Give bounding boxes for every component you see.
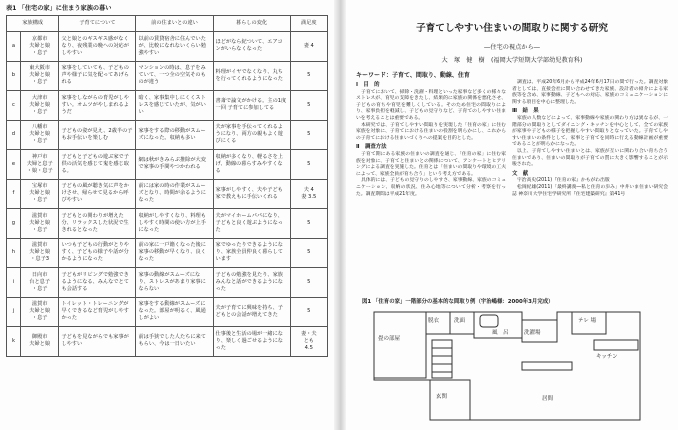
- plan-label-utility: 洗濯場: [524, 330, 541, 336]
- row-satisfaction: 5: [290, 268, 327, 298]
- row-satisfaction: 5: [290, 91, 327, 121]
- row-family: 日向市 台と息子 ・息子: [20, 268, 59, 298]
- floor-plan: [372, 310, 642, 426]
- table-row: [7, 120, 328, 150]
- row-family: 八幡市 夫婦と娘 ・息子: [20, 120, 59, 150]
- row-change: 夫がマイホームパパになり、子どもと良く遊ぶようになった: [213, 209, 290, 239]
- row-id: d: [7, 120, 21, 150]
- paragraph: 子育てにおいて、掃除・洗濯・料理といった家事など多くの様々なストレスが、育児の支障をきたし、結果的に家族の関係を悪化させ、子どもの育ちや育児を難しくしている。そのため住宅の間取りにより、家事負担を軽減し、子どもの見守りなど、子育てのしやすい住まいを考えることは重要である。: [356, 89, 506, 121]
- row-diff: マンションの時は、息子をみていて、一つ全の空気そのものが違う: [136, 61, 213, 91]
- article-author: 大 塚 健 樹 (福岡大学短期大学部幼児教育科): [441, 57, 583, 64]
- table-row: [7, 238, 328, 268]
- row-satisfaction: 妻・夫 とも 4.5: [290, 327, 327, 357]
- row-id: a: [7, 32, 21, 62]
- row-id: f: [7, 179, 21, 209]
- row-family: 滋賀市 夫婦と娘 ・息子: [20, 209, 59, 239]
- row-family: 御殿市 夫婦と娘: [20, 327, 59, 357]
- table-header-row: [7, 16, 328, 32]
- row-childcare: 子どもの姿が見え、2歳半の子もお手伝いを楽しむ: [59, 120, 136, 150]
- row-childcare: 父と娘とのギスギス感がなくなり、夜残業の晩への対応がしやすい: [59, 32, 136, 62]
- header-diff: 前の住まいとの違い: [136, 16, 213, 32]
- article-subtitle: ―住宅の視点から―: [484, 44, 540, 51]
- row-childcare: 子どもと子どもの遊ぶ家で子供の活気を感じて鬼を感じ取る。: [59, 150, 136, 180]
- row-family: 神戸市 夫婦と息子 ・娘・息子: [20, 150, 59, 180]
- row-satisfaction: 5: [290, 150, 327, 180]
- paragraph: 調査は、平成20年6月から平成24年6月17日の間で行った。調査対象者としては、直接会社に問い合わせてきた家族、設計者の紹介による家族等を含め、家事動線、子どもへの対応、家族のコミュニケーションに関する項目を中心に整理した。: [512, 80, 668, 105]
- paragraph: 松岡紀雄(2011)「最終講義―私と住育の歩み」中井いま住まい研究会誌 神奈川大学住宅学研究所『住宅建築研究』第41号: [512, 184, 668, 197]
- row-family: 宝塚市 夫婦と娘 ・息子: [20, 179, 59, 209]
- table-row: [7, 268, 328, 298]
- header-childcare: 子育てについて: [59, 16, 136, 32]
- row-diff: 家事をする際の移動がスムーズになった。収納も多い: [136, 120, 213, 150]
- article-keywords: キーワード：子育て、間取り、動線、住育: [356, 72, 470, 79]
- table-row: [7, 91, 328, 121]
- plan-label-entrance: 玄関: [436, 394, 448, 400]
- row-childcare: いつも子どもの行動がとりやすく、子どもの様子や話が分かるようになった: [59, 238, 136, 268]
- plan-label-kitchen: キッチン: [596, 354, 618, 360]
- header-satisfaction: 満足度: [290, 16, 327, 32]
- paragraph: 宇治高史(2011)『住育の家』かもがわ出版: [517, 178, 610, 184]
- row-family: 京都市 夫婦と娘 ・息子: [20, 32, 59, 62]
- row-family: 滋賀市 夫婦と娘 ・息子3: [20, 238, 59, 268]
- row-id: h: [7, 238, 21, 268]
- row-change: 家事がしやすく、夫や子ども家で教えもに手伝いくれる: [213, 179, 290, 209]
- table-row: [7, 61, 328, 91]
- row-satisfaction: 5: [290, 238, 327, 268]
- row-satisfaction: 夫 4 妻 3.5: [290, 179, 327, 209]
- plan-label-japanese-room: 畳の部屋: [378, 336, 401, 342]
- plan-label-living: 居間: [542, 396, 554, 402]
- row-diff: 以前の賃貸宿舎に住んでいたが、比較になれないくらい勉強やすい: [136, 32, 213, 62]
- row-id: c: [7, 91, 21, 121]
- figure-caption: 図1 「住育の家」一階部分の基本的な間取り例（宇治嶋様：2000年3月完成）: [362, 299, 554, 305]
- row-diff: 収納がしやすくなり、料理もしやすく時間の使い方が上手になった: [136, 209, 213, 239]
- row-satisfaction: 妻 4: [290, 32, 327, 62]
- header-family: 家族構成: [7, 16, 59, 32]
- section-heading: 文 献: [512, 170, 529, 177]
- floor-plan-drawing: [372, 310, 642, 422]
- row-change: 収納が多くなり、軽るさを上げ、動線の暮らすみやすくなる: [213, 150, 290, 180]
- row-id: e: [7, 150, 21, 180]
- row-diff: 家事をする動線がスムーズになった。部屋が明るく、風通しがよい: [136, 297, 213, 327]
- row-childcare: 子どもを見ながらでも家事がしやすい: [59, 327, 136, 357]
- row-childcare: 子どもとの関わりが増えた分、リラックスした状況で生きれるとなった: [59, 209, 136, 239]
- row-childcare: トイレット・トレーニングが早くできるなど育児がしやすかった: [59, 297, 136, 327]
- row-childcare: 子どもの風が聴き気に声をかけさせ、帰らせて見るから呼びやすい: [59, 179, 136, 209]
- row-family: 大津市 夫婦と娘 ・息子: [20, 91, 59, 121]
- article-title: 子育てしやすい住まいの間取りに関する研究: [416, 23, 608, 34]
- paragraph: 以上、子育てしやすい住まいとは、家族が互いに関わり合い育ち合う住まいであり、住まいの間取りが子育ての質に大きく影響することが示唆された。: [512, 148, 668, 168]
- row-change: 家でゆったりできるようになり、家族全員仲良く暮らしています: [213, 238, 290, 268]
- row-satisfaction: 5: [290, 61, 327, 91]
- row-id: b: [7, 61, 21, 91]
- table-row: [7, 32, 328, 62]
- row-change: 書斎で論文がかける。主の1度一回 子育てに参加してる: [213, 91, 290, 121]
- table-row: [7, 150, 328, 180]
- row-diff: 前には家の時の作業がスムーズとなり、時間が余るようになった: [136, 179, 213, 209]
- row-childcare: 子どもがリビングで勉強できるようになる、みんなでとても会話する: [59, 268, 136, 298]
- table-caption: 表1 「住宅の家」に住まう家族の暮い: [6, 5, 112, 12]
- plan-label-terrace: テレ 場: [578, 318, 597, 324]
- section-heading: Ⅰ 目 的: [356, 82, 380, 88]
- plan-label-bath: 風 呂: [492, 330, 509, 336]
- row-family: 滋賀市 夫婦と娘 ・息子: [20, 297, 59, 327]
- row-satisfaction: 5: [290, 120, 327, 150]
- row-family: 東大阪市 夫婦と娘 ・息子: [20, 61, 59, 91]
- row-diff: 前は手狭でした人たちに来てもらい、今は一日いたい: [136, 327, 213, 357]
- header-change: 暮らしの変化: [213, 16, 290, 32]
- plan-label-washroom: 洗面: [454, 318, 466, 324]
- row-id: j: [7, 297, 21, 327]
- row-change: 子どもの勉強を見たり、家族みんなと話ができるようになった: [213, 268, 290, 298]
- plan-label-laundry: 脱衣: [428, 318, 440, 324]
- table-row: [7, 327, 328, 357]
- article-column-right: [512, 80, 668, 198]
- row-change: 仕事後と生活の場が一緒になり、楽しく過ごせるようになった: [213, 327, 290, 357]
- table-row: [7, 297, 328, 327]
- table-row: [7, 179, 328, 209]
- paragraph: 本研究では、子育てしやすい間取りを実現した「住育の家」に住む家族を対象に、子育てにおける住まいの役割を明らかにし、これからの子育てにおける住まいづくりへの提案を目的とした。: [356, 122, 506, 141]
- table-row: [7, 209, 328, 239]
- row-change: 料理がイヤでなくなり、丸ちを行ってくれるようになった: [213, 61, 290, 91]
- row-change: ほどがなら紀ついて、エアコンがいらなくなった: [213, 32, 290, 62]
- row-diff: 暗く、家事集中しにくくストレスを感じていたが、気がいい: [136, 91, 213, 121]
- section-heading: Ⅲ 結 果: [512, 108, 539, 115]
- survey-table: [6, 15, 328, 357]
- article-column-left: [356, 80, 506, 198]
- row-id: k: [7, 327, 21, 357]
- row-diff: 網は秋がきみらぶ推除が大変で家事の手間やつかわれる: [136, 150, 213, 180]
- row-diff: 家事の動線がスムーズになり、ストレスがあまり家事にならない: [136, 268, 213, 298]
- row-change: 夫が子育てに興味を持ち、子どもとの会話が増えてきた: [213, 297, 290, 327]
- paragraph: 子育て期にある家族の住まいの調査を通じ、「住育の家」に住む家族を対象に、子育てと住まいとの関係について、アンケートとヒアリングによる調査を実施した。住育とは「住まいの間取りや環境の工夫によって、家族全員が育ち合う」という考え方である。: [356, 151, 506, 177]
- row-diff: 前の家に一戸籍くなった後に家事の移動が早くなり、良くなった: [136, 238, 213, 268]
- row-satisfaction: 5: [290, 297, 327, 327]
- paragraph: 具体的には、子どもの見守りのしやすさ、家事動線、家族のコミュニケーション、収納の状況、住み心地等について分析・考察を行った。調査期間は平成21年度。: [356, 178, 506, 197]
- row-childcare: 家事をしながらの育児がしやすい。オムツがやしまれるようだ: [59, 91, 136, 121]
- row-change: 夫が家事を手伝ってくれるようになり、両方の親もよく遊びにくる: [213, 120, 290, 150]
- row-id: g: [7, 209, 21, 239]
- row-id: i: [7, 268, 21, 298]
- paragraph: 家族の人数などによって、家事動線や家族の関わり方は異なるが、一階部分の間取りとしてダイニング・キッチンを中心として、全ての家族が家事や子どもの様子を把握しやすい間取りとなっていた。子育てしやすい住まいの条件として、家事と子育てを同時に行える動線計画が重要であることが明らかになった。: [512, 115, 668, 148]
- section-heading: Ⅱ 調査方法: [356, 144, 387, 151]
- book-spine: [334, 0, 346, 430]
- row-satisfaction: 5: [290, 209, 327, 239]
- row-childcare: 家事をしていても、子どもの声や様子に気を配ってあげられる: [59, 61, 136, 91]
